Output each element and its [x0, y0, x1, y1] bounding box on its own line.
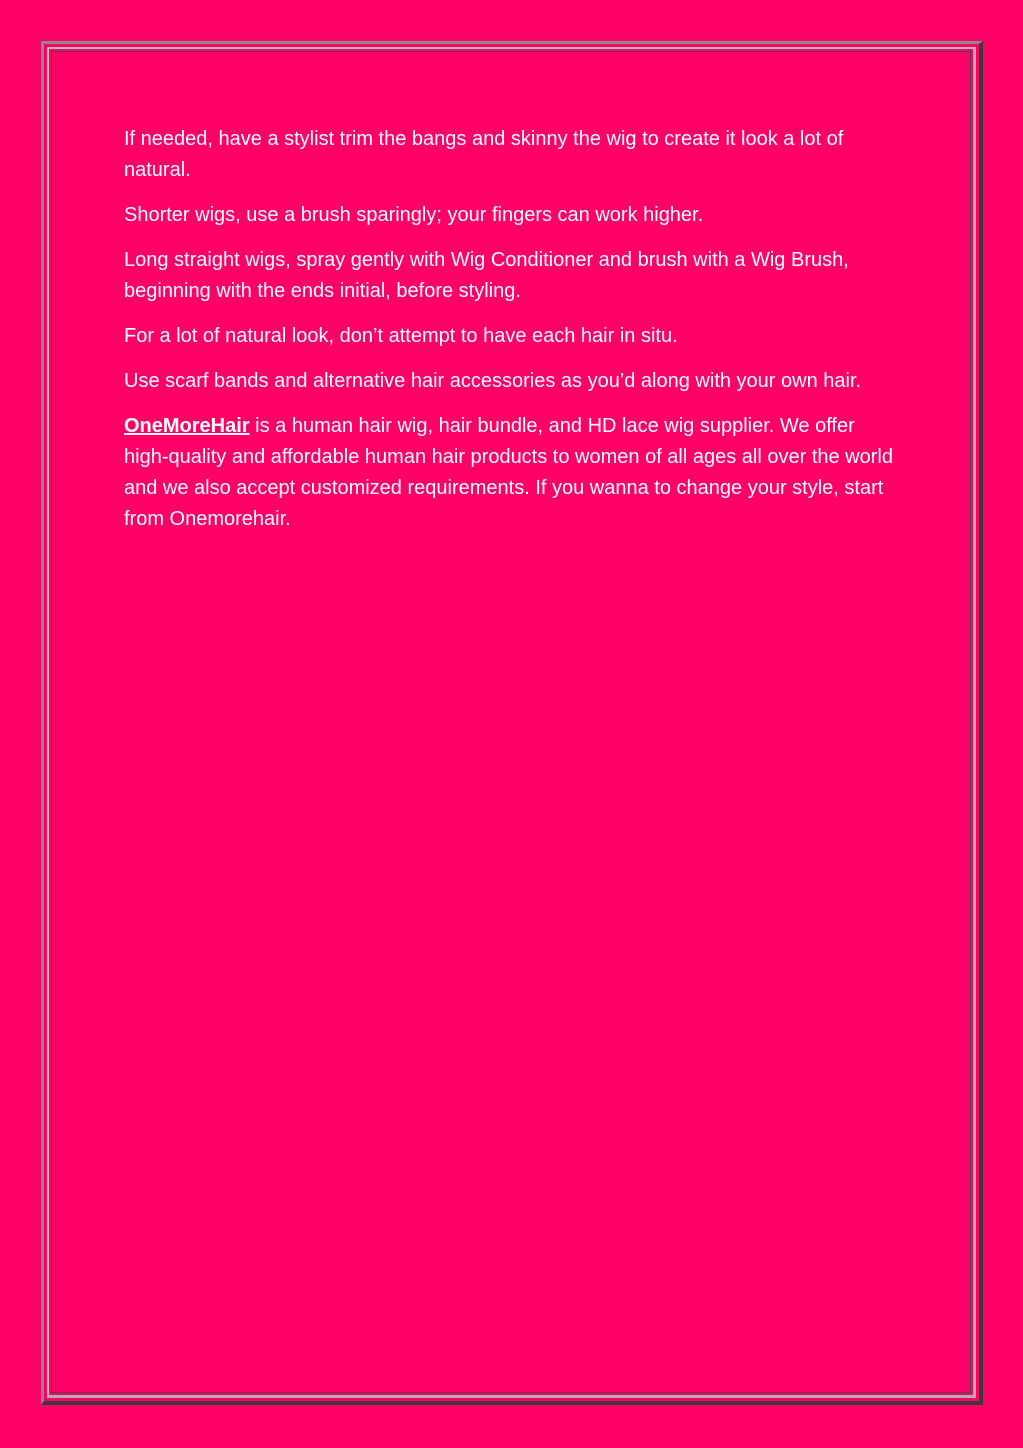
paragraph-long-straight-wigs: Long straight wigs, spray gently with Wig Conditioner and brush with a Wig Brush, beginning with the ends initial, before styling. — [124, 249, 849, 302]
paragraph-promo — [124, 411, 904, 535]
promo-text: is a human hair wig, hair bundle, and HD lace wig supplier. We offer high-quality and affordable human hair products to women of all ages all over the world and we also accept customized requirements. If you wanna to change your style, start from Onemorehair. — [124, 415, 893, 530]
paragraph-scarf-bands: Use scarf bands and alternative hair accessories as you’d along with your own hair. — [124, 370, 862, 392]
paragraph-shorter-wigs: Shorter wigs, use a brush sparingly; your fingers can work higher. — [124, 204, 704, 226]
paragraph-natural-look: For a lot of natural look, don’t attempt to have each hair in situ. — [124, 325, 678, 347]
document-body — [124, 124, 904, 549]
onemorehair-link[interactable]: OneMoreHair — [124, 415, 250, 437]
paragraph-stylist-trim: If needed, have a stylist trim the bangs and skinny the wig to create it look a lot of natural. — [124, 128, 844, 181]
